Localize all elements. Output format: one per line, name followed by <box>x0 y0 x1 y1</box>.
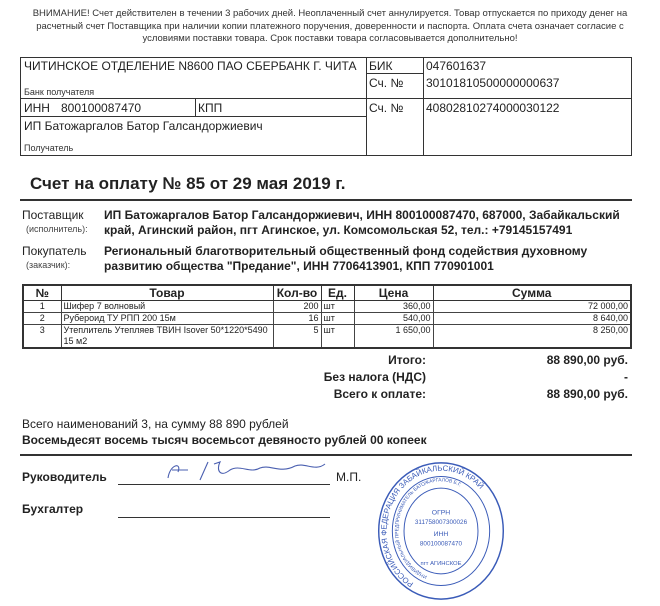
total-value: 88 890,00 руб. <box>546 353 628 367</box>
recipient-name: ИП Батожаргалов Батор Галсандоржиевич <box>24 119 263 133</box>
table-row <box>23 301 631 313</box>
corr-account-label: Сч. № <box>369 76 404 90</box>
supplier-value: ИП Батожаргалов Батор Галсандоржиевич, ИНН 800100087470, 687000, Забайкальский край, Агинский район, пгт Агинское, ул. Комсомольская 52, тел.: +79145157491 <box>104 208 620 237</box>
bik-label: БИК <box>369 59 393 73</box>
bank-name: ЧИТИНСКОЕ ОТДЕЛЕНИЕ N8600 ПАО СБЕРБАНК Г. ЧИТА <box>24 59 357 73</box>
table-row <box>23 313 631 325</box>
cell-price: 360,00 <box>354 301 433 313</box>
pay-value: 88 890,00 руб. <box>546 387 628 401</box>
bik-value: 047601637 <box>426 59 487 73</box>
cell-unit: шт <box>321 313 354 325</box>
total-label: Итого: <box>388 353 426 367</box>
account-label: Сч. № <box>369 101 404 115</box>
kpp-label: КПП <box>198 101 223 115</box>
buyer-sublabel: (заказчик): <box>26 260 71 270</box>
stamp-place-label: М.П. <box>336 470 362 484</box>
cell-item: Шифер 7 волновый <box>61 301 273 313</box>
cell-num: 1 <box>23 301 61 313</box>
supplier-block <box>22 208 632 238</box>
col-qty: Кол-во <box>273 285 321 301</box>
buyer-label: Покупатель <box>22 244 87 258</box>
cell-item: Рубероид ТУ РПП 200 15м <box>61 313 273 325</box>
corr-account-value: 30101810500000000637 <box>426 76 560 90</box>
signature-block <box>0 456 660 606</box>
totals-block <box>0 353 660 402</box>
cell-sum: 8 640,00 <box>433 313 631 325</box>
head-label: Руководитель <box>22 470 107 484</box>
cell-unit: шт <box>321 301 354 313</box>
cell-price: 540,00 <box>354 313 433 325</box>
cell-unit: шт <box>321 325 354 349</box>
table-header <box>23 285 631 301</box>
col-num: № <box>23 285 61 301</box>
vat-label: Без налога (НДС) <box>323 370 426 384</box>
cell-num: 2 <box>23 313 61 325</box>
bank-label: Банк получателя <box>24 87 95 97</box>
svg-text:ИНДИВИДУАЛЬНЫЙ ПРЕДПРИНИМАТЕЛЬ: ИНДИВИДУАЛЬНЫЙ ПРЕДПРИНИМАТЕЛЬ БАТОЖАРГАЛОВ Б.Г. <box>395 478 462 579</box>
signature-image <box>160 456 330 486</box>
cell-item: Утеплитель Утепляев ТВИН Isover 50*1220*5490 15 м2 <box>61 325 273 349</box>
notice-text: ВНИМАНИЕ! Счет действителен в течении 3 рабочих дней. Неоплаченный счет аннулируется. Товар отпускается по приходу денег на расчетный счет Поставщика при наличии копии платежного поручения, доверенности и паспорта. Оплата счета означает согласие с условиями поставки товара. Срок поставки товара согласовывается дополнительно! <box>32 8 628 44</box>
col-item: Товар <box>61 285 273 301</box>
amount-in-words: Восемьдесят восемь тысяч восемьсот девяносто рублей 00 копеек <box>22 433 427 447</box>
page-title: Счет на оплату № 85 от 29 мая 2019 г. <box>30 174 346 193</box>
cell-sum: 8 250,00 <box>433 325 631 349</box>
svg-text:311758007300026: 311758007300026 <box>414 519 468 527</box>
supplier-sublabel: (исполнитель): <box>26 224 88 234</box>
table-row <box>23 325 631 349</box>
vat-value: - <box>624 370 628 384</box>
invoice-body <box>0 208 660 606</box>
divider <box>20 199 632 201</box>
cell-num: 3 <box>23 325 61 349</box>
svg-text:пгт АГИНСКОЕ: пгт АГИНСКОЕ <box>420 561 462 568</box>
col-unit: Ед. <box>321 285 354 301</box>
company-stamp <box>372 458 510 604</box>
supplier-label: Поставщик <box>22 208 84 222</box>
pay-label: Всего к оплате: <box>333 387 426 401</box>
cell-sum: 72 000,00 <box>433 301 631 313</box>
cell-qty: 5 <box>273 325 321 349</box>
svg-text:800100087470: 800100087470 <box>419 540 463 548</box>
col-price: Цена <box>354 285 433 301</box>
svg-text:ОГРН: ОГРН <box>431 509 451 517</box>
inn-label: ИНН <box>24 101 50 115</box>
svg-text:РОССИЙСКАЯ ФЕДЕРАЦИЯ ЗАБАЙКАЛЬ: РОССИЙСКАЯ ФЕДЕРАЦИЯ ЗАБАЙКАЛЬСКИЙ КРАЙ <box>379 463 486 589</box>
accountant-signature-line <box>118 517 330 518</box>
items-table <box>22 284 632 349</box>
accountant-label: Бухгалтер <box>22 502 84 516</box>
buyer-block <box>22 244 632 274</box>
col-sum: Сумма <box>433 285 631 301</box>
inn-value: 800100087470 <box>61 101 142 115</box>
cell-price: 1 650,00 <box>354 325 433 349</box>
svg-text:ИНН: ИНН <box>433 530 449 538</box>
account-value: 40802810274000030122 <box>426 101 560 115</box>
cell-qty: 16 <box>273 313 321 325</box>
bank-details-table <box>20 57 632 156</box>
recipient-label: Получатель <box>24 143 74 153</box>
items-summary: Всего наименований 3, на сумму 88 890 рублей <box>22 417 289 431</box>
cell-qty: 200 <box>273 301 321 313</box>
buyer-value: Региональный благотворительный общественный фонд содействия духовному развитию общества "Предание", ИНН 7706413901, КПП 770901001 <box>104 244 588 273</box>
